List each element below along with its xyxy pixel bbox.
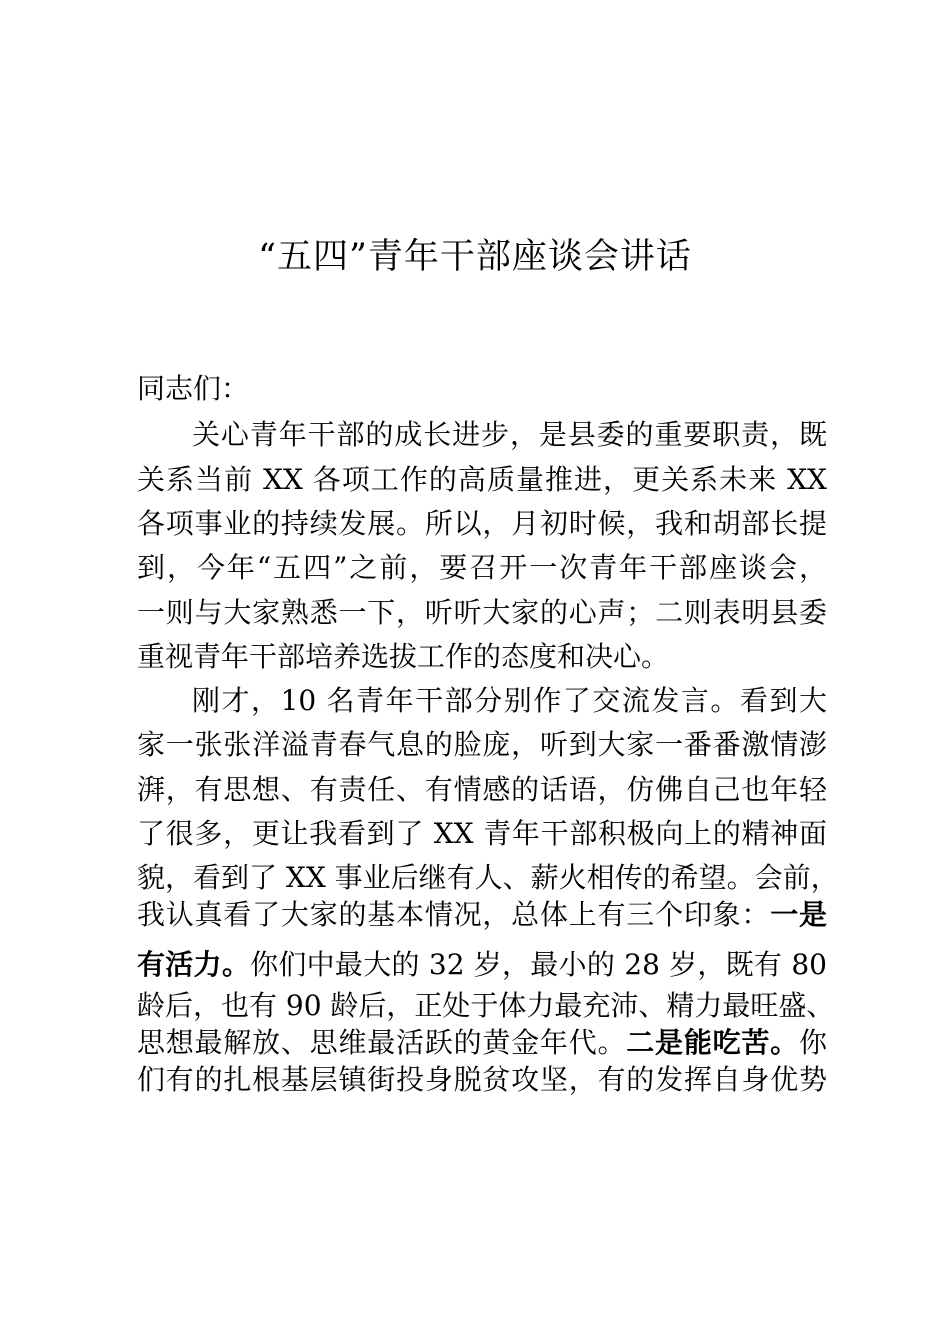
salutation: 同志们： (137, 372, 250, 405)
document-title: “五四”青年干部座谈会讲话 (258, 237, 692, 277)
paragraph-line: 们有的扎根基层镇街投身脱贫攻坚，有的发挥自身优势 (137, 1063, 827, 1096)
paragraph-line: 到，今年“五四”之前，要召开一次青年干部座谈会， (137, 551, 827, 584)
paragraph-line: 龄后，也有 90 龄后，正处于体力最充沛、精力最旺盛、 (137, 989, 835, 1022)
paragraph-line: 刚才，10 名青年干部分别作了交流发言。看到大 (192, 684, 827, 717)
paragraph-line: 貌，看到了 XX 事业后继有人、薪火相传的希望。会前， (137, 861, 839, 894)
paragraph-line (137, 895, 827, 935)
paragraph-line (137, 1023, 827, 1063)
line-text: 你 (798, 1026, 827, 1059)
emphasis-text: 二是能吃苦。 (626, 1026, 799, 1059)
paragraph-line: 湃，有思想、有责任、有情感的话语，仿佛自己也年轻 (137, 773, 827, 806)
paragraph-line: 了很多，更让我看到了 XX 青年干部积极向上的精神面 (137, 817, 827, 850)
emphasis-text: 有活力。 (137, 948, 251, 981)
paragraph-line: 关心青年干部的成长进步，是县委的重要职责，既 (192, 418, 827, 451)
paragraph-line (137, 945, 827, 985)
emphasis-text: 一是 (770, 898, 827, 931)
paragraph-line: 各项事业的持续发展。所以，月初时候，我和胡部长提 (137, 507, 827, 540)
paragraph-line: 关系当前 XX 各项工作的高质量推进，更关系未来 XX (137, 463, 827, 496)
line-text: 我认真看了大家的基本情况，总体上有三个印象： (137, 898, 771, 931)
paragraph-line: 一则与大家熟悉一下，听听大家的心声；二则表明县委 (137, 596, 827, 629)
line-text: 思想最解放、思维最活跃的黄金年代。 (137, 1026, 627, 1059)
paragraph-line: 重视青年干部培养选拔工作的态度和决心。 (137, 640, 670, 673)
paragraph-line: 家一张张洋溢青春气息的脸庞，听到大家一番番激情澎 (137, 728, 827, 761)
line-text: 你们中最大的 32 岁，最小的 28 岁，既有 80 (250, 948, 827, 981)
